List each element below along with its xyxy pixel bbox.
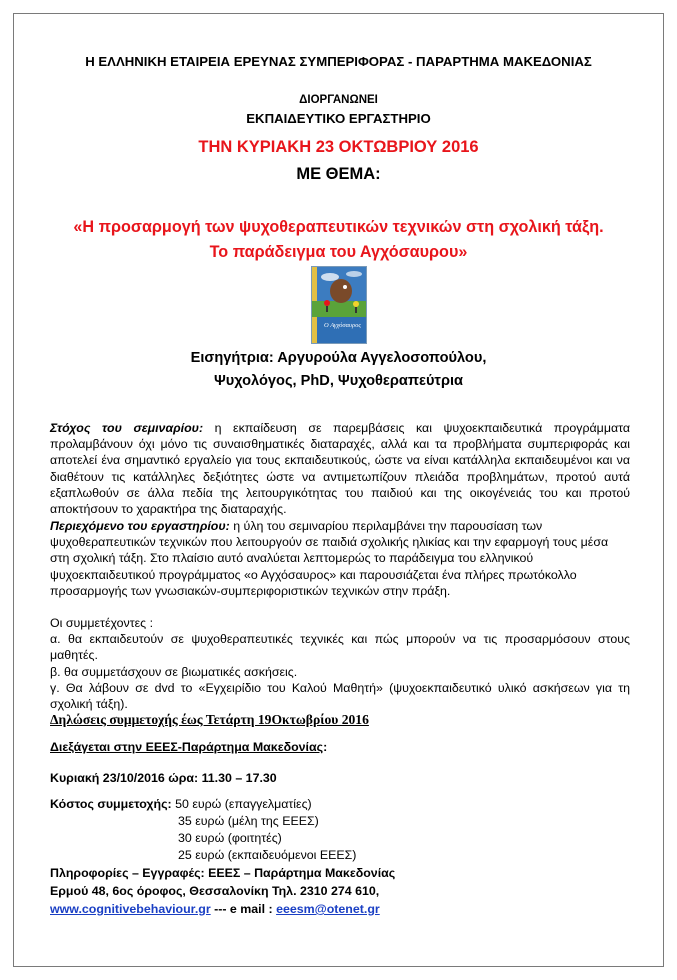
- cost-label: Κόστος συμμετοχής:: [50, 797, 172, 811]
- goal-text: η εκπαίδευση σε παρεμβάσεις και ψυχοεκπαιδευτικά προγράμματα προλαμβάνουν όχι μόνο τις συναισθηματικές διαταραχές, αλλά και τα προβλήματα συμπεριφοράς και αποτελεί ένα σημαντικό εργαλείο για τους εκπαιδευτικούς, ώστε να είναι κατάλληλα εκπαιδευμένοι και να διαθέτουν τις κατάλληλες δεξιότητες ώστε να αντιμετωπίζουν πλειάδα προβλημάτων, προτού αυτά εξαπλωθούν σε άλλα πεδία της λειτουργικότητας του παιδιού και της οικογένειάς του και προτού αποκτήσουν το χαρακτήρα της διαταραχής.: [50, 421, 630, 517]
- speaker-line: [0, 350, 677, 366]
- content-paragraph: [50, 518, 630, 599]
- event-date: ΤΗΝ ΚΥΡΙΑΚΗ 23 ΟΚΤΩΒΡΙΟΥ 2016: [198, 138, 479, 156]
- speaker-label: Εισηγήτρια: [190, 350, 269, 366]
- website-link[interactable]: www.cognitivebehaviour.gr: [50, 902, 211, 916]
- cost-item-3: 30 ευρώ (φοιτητές): [178, 831, 282, 845]
- contact-line-3: [50, 901, 630, 917]
- email-link[interactable]: eeesm@otenet.gr: [276, 902, 380, 916]
- goal-paragraph: [50, 420, 630, 517]
- cost-item-1: 50 ευρώ (επαγγελματίες): [175, 797, 312, 811]
- subject-label: ΜΕ ΘΕΜΑ:: [296, 165, 381, 183]
- cost-item-4: 25 ευρώ (εκπαιδευόμενοι ΕΕΕΣ): [178, 848, 357, 862]
- goal-label: Στόχος του σεμιναρίου:: [50, 421, 204, 435]
- topic-line-1: «Η προσαρμογή των ψυχοθεραπευτικών τεχνικών στη σχολική τάξη.: [73, 218, 604, 236]
- book-cover-image: [311, 266, 367, 344]
- cost-item-2: 35 ευρώ (μέλη της ΕΕΕΣ): [178, 814, 319, 828]
- deadline: Δηλώσεις συμμετοχής έως Τετάρτη 19Οκτωβρίου 2016: [50, 712, 369, 727]
- book-cover-title: Ο Αγχόσαυρος: [324, 322, 362, 329]
- book-cover-illustration: [312, 267, 367, 344]
- topic-line-2: Το παράδειγμα του Αγχόσαυρου»: [209, 243, 468, 261]
- speaker-name: : Αργυρούλα Αγγελοσοπούλου,: [268, 350, 487, 366]
- email-separator: --- e mail :: [210, 902, 277, 916]
- participants-intro: Οι συμμετέχοντες :: [50, 616, 154, 630]
- content-label: Περιεχόμενο του εργαστηρίου:: [50, 519, 230, 533]
- participants-item-a: α. θα εκπαιδευτούν σε ψυχοθεραπευτικές τεχνικές και πώς μπορούν να τις προσαρμόσουν στους μαθητές.: [50, 632, 630, 663]
- participants-item-b: β. θα συμμετάσχουν σε βιωματικές ασκήσεις.: [50, 665, 298, 679]
- organizes-label: ΔΙΟΡΓΑΝΩΝΕΙ: [299, 94, 378, 106]
- content-text: η ύλη του σεμιναρίου περιλαμβάνει την παρουσίαση των ψυχοθεραπευτικών τεχνικών που λειτουργούν σε παιδιά σχολικής ηλικίας και την εφαρμογή τους μέσα στη σχολική τάξη. Στο πλαίσιο αυτό αναλύεται λεπτομερώς το παράδειγμα του ελληνικού ψυχοεκπαιδευτικού προγράμματος «ο Αγχόσαυρος» και παρουσιάζεται ένα πλήρες πρωτόκολλο προσαρμογής των γνωσιακών-συμπεριφοριστικών τεχνικών στην πράξη.: [50, 519, 609, 598]
- contact-line-1: Πληροφορίες – Εγγραφές: ΕΕΕΣ – Παράρτημα Μακεδονίας: [50, 866, 396, 880]
- event-type: ΕΚΠΑΙΔΕΥΤΙΚΟ ΕΡΓΑΣΤΗΡΙΟ: [246, 111, 431, 126]
- organization-title: Η ΕΛΛΗΝΙΚΗ ΕΤΑΙΡΕΙΑ ΕΡΕΥΝΑΣ ΣΥΜΠΕΡΙΦΟΡΑΣ - ΠΑΡΑΡΤΗΜΑ ΜΑΚΕΔΟΝΙΑΣ: [85, 54, 592, 69]
- cost-first-line: [50, 796, 630, 812]
- contact-line-2: Ερμού 48, 6ος όροφος, Θεσσαλονίκη Τηλ. 2310 274 610,: [50, 884, 380, 898]
- venue: Διεξάγεται στην ΕΕΕΣ-Παράρτημα Μακεδονίας: [50, 740, 324, 754]
- schedule: Κυριακή 23/10/2016 ώρα: 11.30 – 17.30: [50, 771, 277, 785]
- venue-line: [50, 739, 630, 755]
- participants-item-c: γ. Θα λάβουν σε dvd το «Εγχειρίδιο του Καλού Μαθητή» (ψυχοεκπαιδευτικό υλικό ασκήσεων για τη σχολική τάξη).: [50, 681, 630, 712]
- speaker-titles: Ψυχολόγος, PhD, Ψυχοθεραπεύτρια: [213, 373, 464, 389]
- venue-colon: :: [323, 740, 328, 754]
